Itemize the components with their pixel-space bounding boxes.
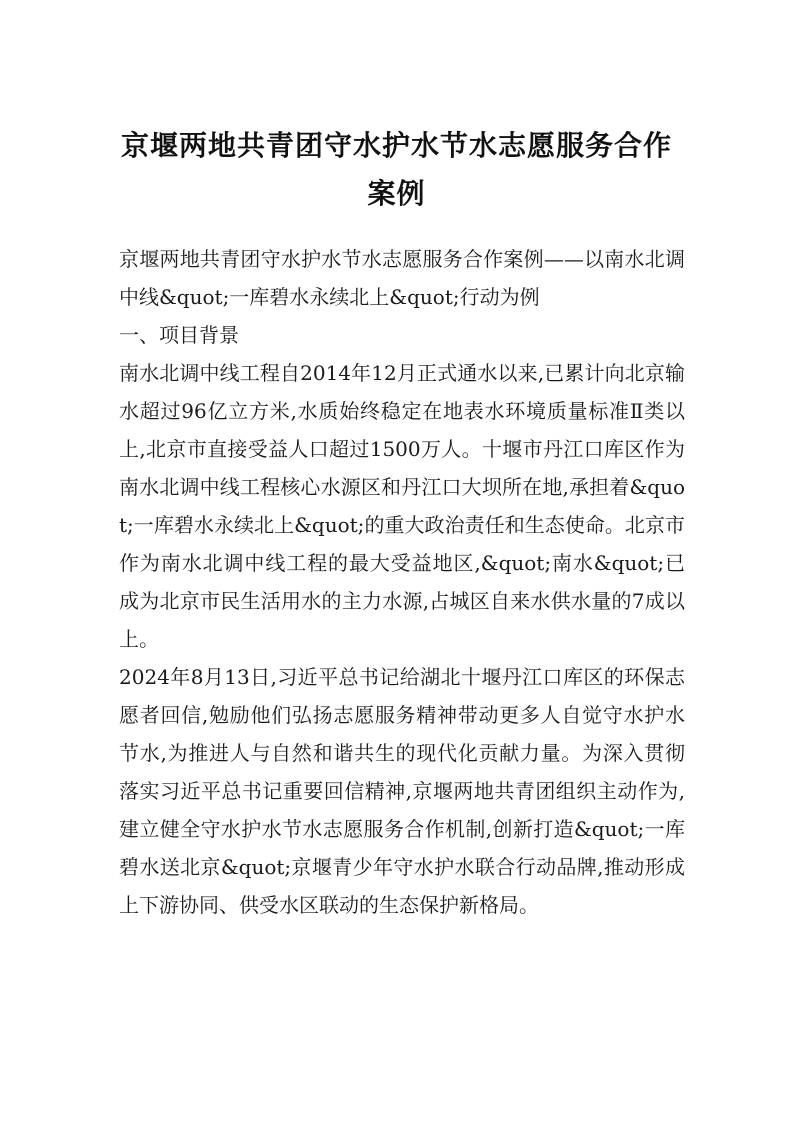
document-body <box>119 240 685 924</box>
section-heading: 一、项目背景 <box>119 323 239 347</box>
reply-letter-paragraph: 2024年8月13日,习近平总书记给湖北十堰丹江口库区的环保志愿者回信,勉励他们弘扬志愿服务精神带动更多人自觉守水护水节水,为推进人与自然和谐共生的现代化贡献力量。为深入贯彻落实习近平总书记重要回信精神,京堰两地共青团组织主动作为,建立健全守水护水节水志愿服务合作机制,创新打造&quot;一库碧水送北京&quot;京堰青少年守水护水联合行动品牌,推动形成上下游协同、供受水区联动的生态保护新格局。 <box>119 665 685 917</box>
background-paragraph: 南水北调中线工程自2014年12月正式通水以来,已累计向北京输水超过96亿立方米,水质始终稳定在地表水环境质量标准Ⅱ类以上,北京市直接受益人口超过1500万人。十堰市丹江口库区作为南水北调中线工程核心水源区和丹江口大坝所在地,承担着&quot;一库碧水永续北上&quot;的重大政治责任和生态使命。北京市作为南水北调中线工程的最大受益地区,&quot;南水&quot;已成为北京市民生活用水的主力水源,占城区自来水供水量的7成以上。 <box>119 361 685 651</box>
subtitle-paragraph: 京堰两地共青团守水护水节水志愿服务合作案例——以南水北调中线&quot;一库碧水永续北上&quot;行动为例 <box>119 247 685 309</box>
document-title: 京堰两地共青团守水护水节水志愿服务合作案例 <box>120 129 672 210</box>
